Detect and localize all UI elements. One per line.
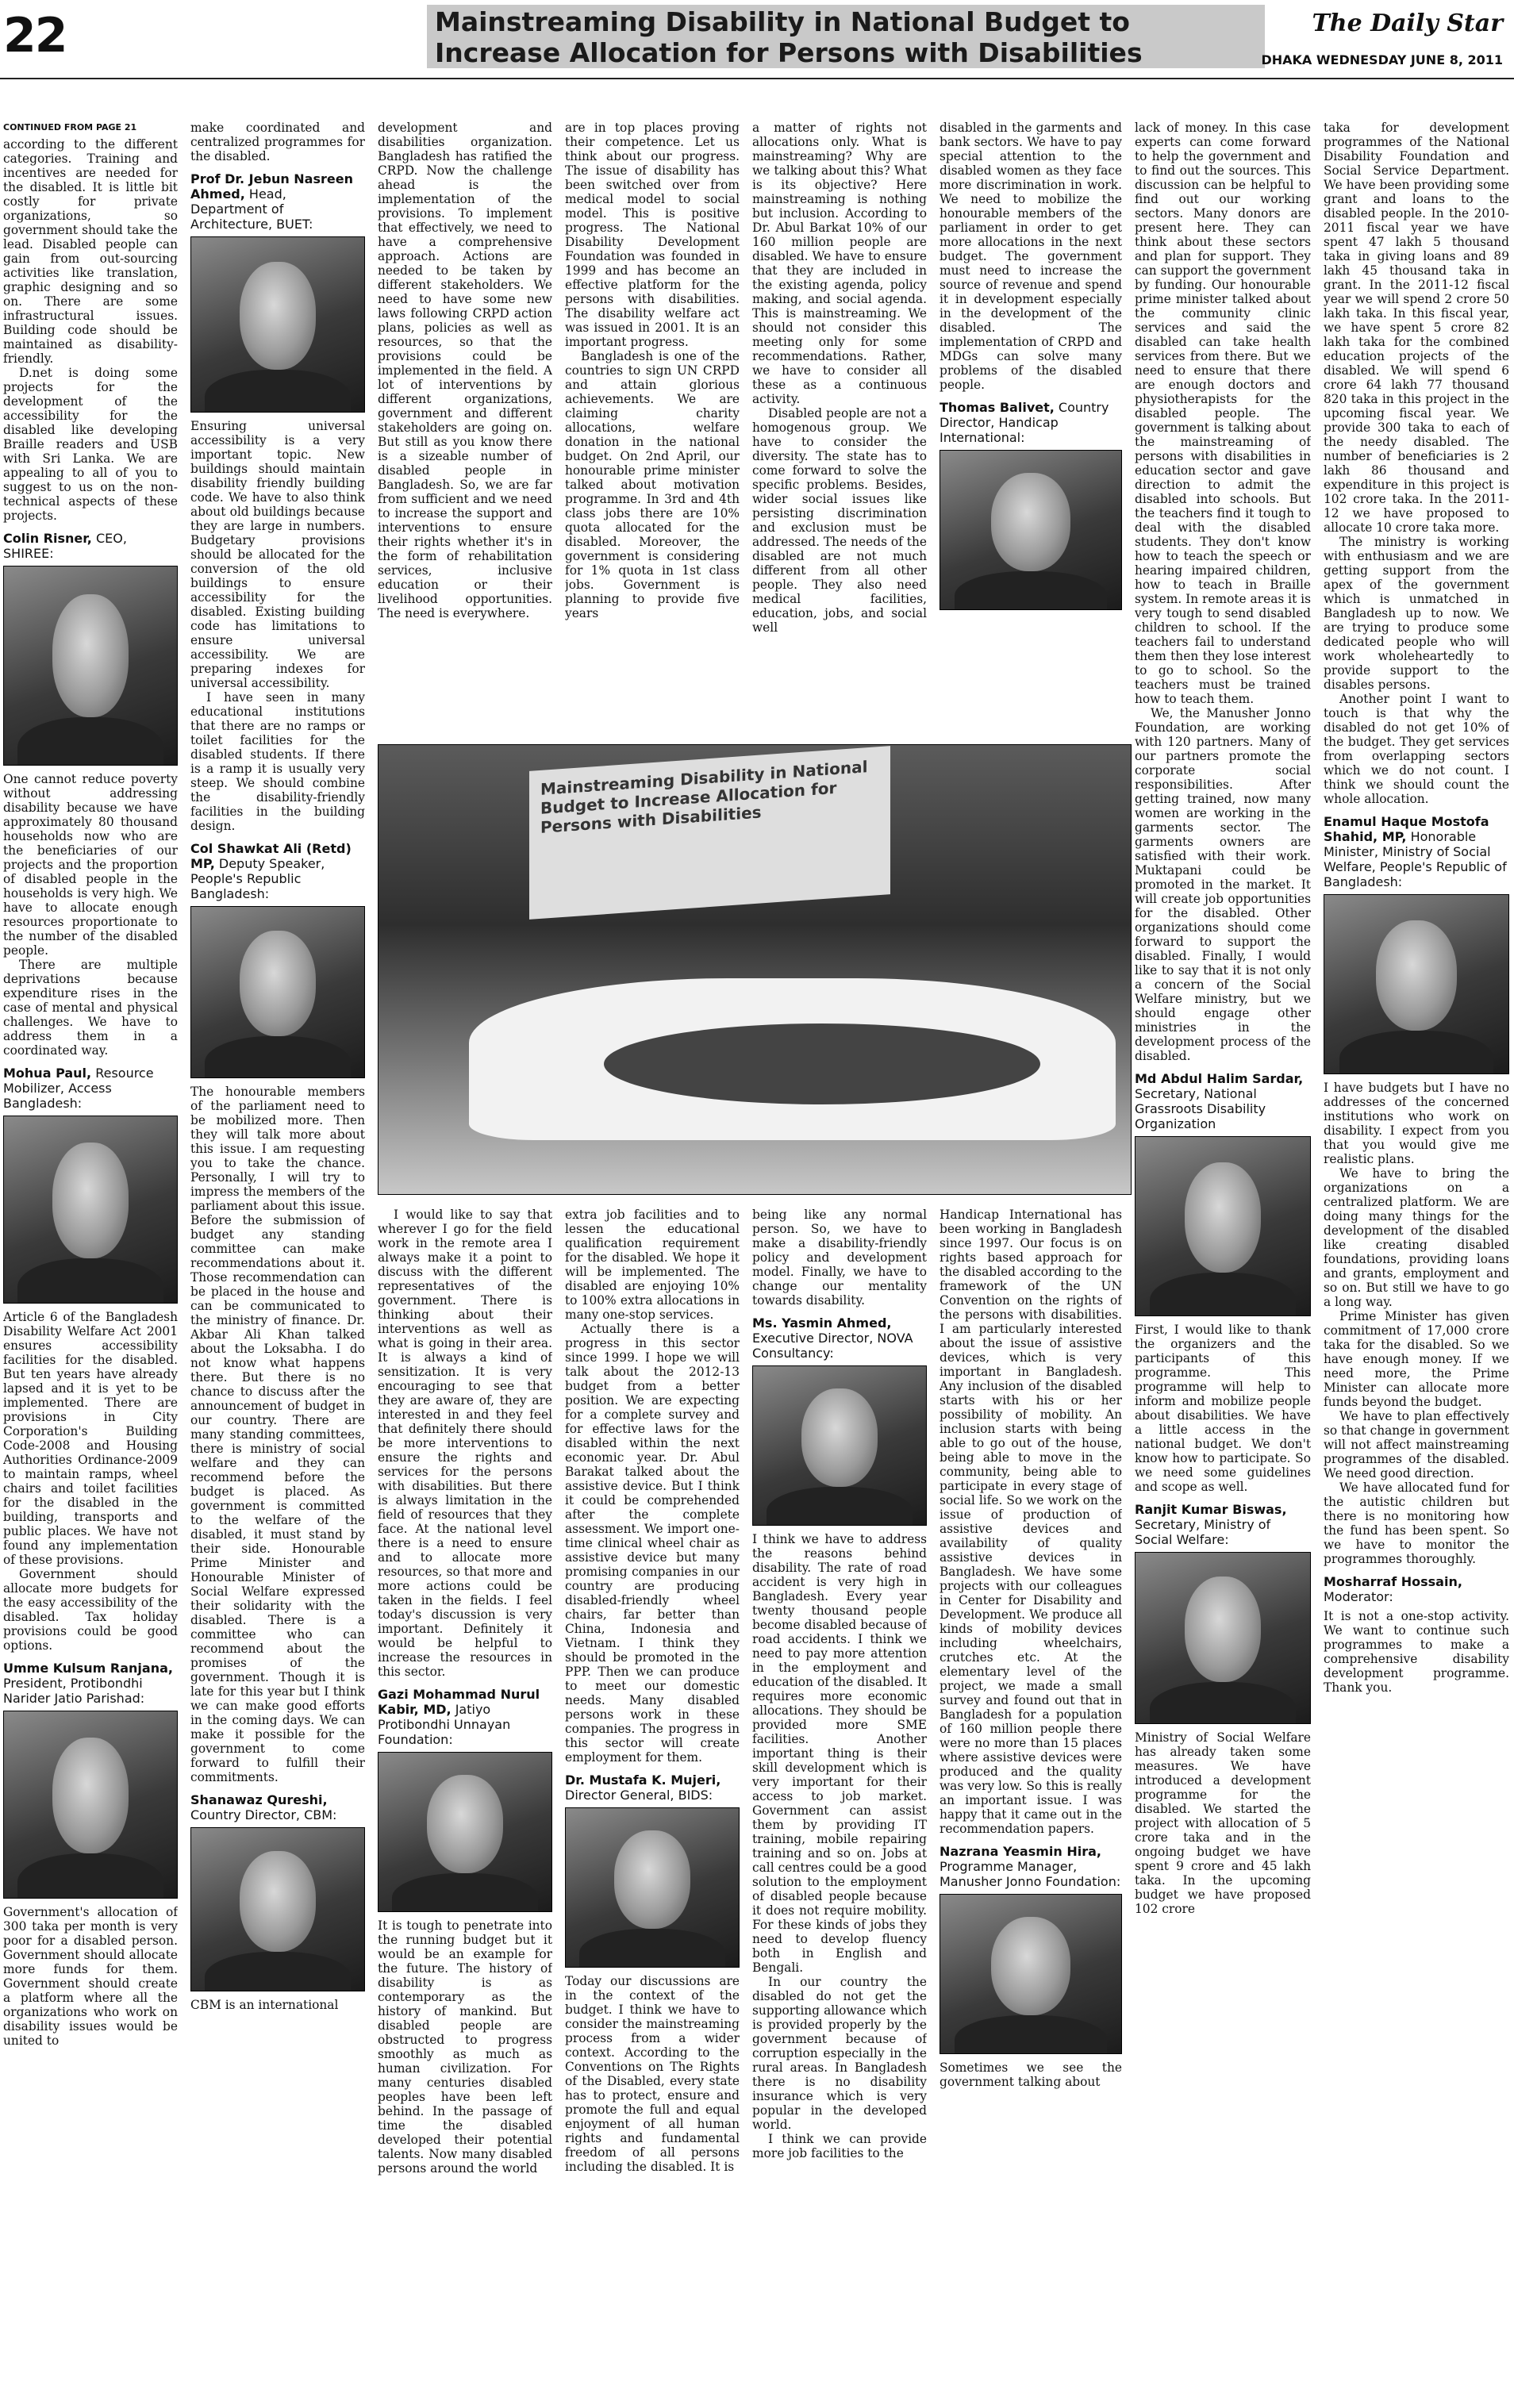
paragraph: taka for development programmes of the National Disability Foundation and Social Service Department. We have been providing some grant and loans to the disabled people. In the 2010-2011 fiscal year we have spent 47 lakh 5 thousand taka in giving loans and 89 lakh 45 thousand taka in grant. In the 2011-12 fiscal year we will spend 2 crore 50 lakh taka. In this fiscal year, we have spent 5 crore 82 lakh taka for the combined education projects of the disabled. We will spend 6 crore 64 lakh 77 thousand 820 taka in this project in the upcoming fiscal year. We provide 300 taka to each of the needy disabled. The number of beneficiaries is 2 lakh 86 thousand and expenditure in this project is 102 crore taka. In the 2011-12 we have proposed to allocate 10 crore taka more. [1324, 121, 1509, 535]
paragraph: We have to plan effectively so that change in government will not affect mainstreaming programmes of the disabled. We need good direction. [1324, 1409, 1509, 1481]
paragraph: Bangladesh is one of the countries to sign UN CRPD and attain glorious achievements. We are claiming charity allocations, welfare donation in the national budget. On 2nd April, our honourable prime minister talked about motivation programme. In 3rd and 4th class jobs there are 10% quota allocated for the disabled. Moreover, the government is considering for 1% quota in 1st class jobs. Government is planning to provide five years [565, 349, 740, 620]
paragraph: Prime Minister has given commitment of 17,000 crore taka for the disabled. So we have enough money. If we need more, the Prime Minister can allocate more funds beyond the budget. [1324, 1309, 1509, 1409]
speaker-name: Shanawaz Qureshi, [190, 1792, 328, 1807]
paragraph: Government should allocate more budgets for the easy accessibility of the disabled. Tax holiday provisions could be good options. [3, 1567, 178, 1653]
paragraph: I think we can provide more job facilities to the [752, 2132, 927, 2160]
speaker-name: Mohua Paul, [3, 1066, 92, 1081]
masthead-logo: The Daily Star [1312, 10, 1503, 37]
column-6-bottom [940, 1208, 1122, 2404]
speaker-photo [1135, 1552, 1311, 1724]
speaker-heading [3, 1066, 178, 1111]
column-7 [1135, 121, 1311, 2404]
paragraph: We have allocated fund for the autistic children but there is no monitoring how the fund has been spent. So we have to monitor the programmes thoroughly. [1324, 1481, 1509, 1566]
paragraph: The honourable members of the parliament need to be mobilized more. Then they will talk more about this issue. I am requesting you to take the chance. Personally, I will try to impress the members of the parliament about this issue. Before the submission of budget any standing committee can make recommendations about it. Those recommendation can be placed in the house and can be communicated to the ministry of finance. Dr. Akbar Ali Khan talked about the Loksabha. I do not know what happens there. But there is no chance to discuss after the announcement of budget in our country. There are many standing committees, there is ministry of social welfare and they can recommend before the budget is placed. As government is committed to the welfare of the disabled, it must stand by their side. Honourable Prime Minister and Honourable Minister of Social Welfare expressed their solidarity with the disabled. There is a committee who can recommend about the promises of the government. Though it is late for this year but I think we can make good efforts in the coming days. We can make it possible for the government to come forward to fulfill their commitments. [190, 1085, 365, 1784]
column-1 [3, 121, 178, 2404]
paragraph: lack of money. In this case experts can come forward to help the government and to find out the sources. This discussion can be helpful to find out our working sectors. Many donors are present here. They can think about these sectors and plan for support. They can support the government by funding. Our honourable prime minister talked about the community clinic services and said the disabled can take health services from there. But we need to ensure that there are enough doctors and physiotherapists for the disabled people. The government is talking about the mainstreaming of persons with disabilities in education sector and gave direction to admit the disabled into schools. But the teachers find it tough to deal with the disabled students. They don't know how to teach the speech or hearing impaired children, how to teach in Braille system. In remote areas it is very tough to send disabled children to school. If the teachers fail to understand them then they lose interest to go to school. So the teachers must be trained how to teach them. [1135, 121, 1311, 706]
paragraph: We have to bring the organizations on a centralized platform. We are doing many things for the development of the disabled like creating disabled foundations, providing loans and grants, employment and so on. But still we have to go a long way. [1324, 1166, 1509, 1309]
paragraph: I have seen in many educational institutions that there are no ramps or toilet facilities for the disabled students. If there is a ramp it is usually very steep. We should combine the disability-friendly facilities in the building design. [190, 690, 365, 833]
speaker-title: President, Protibondhi Narider Jatio Parishad: [3, 1676, 145, 1706]
speaker-heading [940, 400, 1122, 445]
paragraph: D.net is doing some projects for the development of the accessibility for the disabled like developing Braille readers and USB with Sri Lanka. We are appealing to all of you to suggest to us on the non-technical aspects of these projects. [3, 366, 178, 523]
paragraph: We, the Manusher Jonno Foundation, are working with 120 partners. Many of our partners promote the corporate social responsibilities. After getting trained, now many women are working in the garments sector. The garments owners are satisfied with their work. Muktapani could be promoted in the market. It will create job opportunities for the disabled. Other organizations should come forward to support the disabled. Finally, I would like to say that it is not only a concern of the Social Welfare ministry, but we should engage other ministries in the development process of the disabled. [1135, 706, 1311, 1063]
paragraph: development and disabilities organization. Bangladesh has ratified the CRPD. Now the challenge ahead is the implementation of the provisions. To implement that effectively, we need to have a comprehensive approach. Actions are needed to be taken by different stakeholders. We need to have some new laws following CRPD action plans, policies as well as resources, so that the provisions could be implemented in the field. A lot of interventions by different organizations, government and different stakeholders are going on. But still as you know there is a sizeable number of disabled people in Bangladesh. So, we are far from sufficient and we need to increase the support and interventions to ensure their rights whether it's in the form of rehabilitation services, inclusive education or their livelihood opportunities. The need is everywhere. [378, 121, 552, 620]
speaker-photo [940, 450, 1122, 610]
speaker-heading [1135, 1502, 1311, 1547]
speaker-title: Secretary, National Grassroots Disability Organization [1135, 1086, 1266, 1131]
speaker-photo [3, 566, 178, 766]
headline-line2: Increase Allocation for Persons with Disabilities [435, 37, 1143, 68]
speaker-title: Secretary, Ministry of Social Welfare: [1135, 1517, 1271, 1547]
paragraph: There are multiple deprivations because expenditure rises in the case of mental and physical challenges. We have to address them in a coordinated way. [3, 958, 178, 1058]
speaker-name: Nazrana Yeasmin Hira, [940, 1844, 1101, 1859]
continued-label: CONTINUED FROM PAGE 21 [3, 122, 137, 132]
speaker-photo [940, 1894, 1122, 2054]
header-rule [0, 78, 1514, 79]
paragraph: being like any normal person. So, we have to make a disability-friendly policy and development model. Finally, we have to change our mentality towards disability. [752, 1208, 927, 1308]
page-header [0, 0, 1514, 78]
paragraph: disabled in the garments and bank sectors. We have to pay special attention to the disabled women as they face more discrimination in work. We need to mobilize the honourable members of the parliament in order to get more allocations in the next budget. The government must need to increase the source of revenue and spend it in development especially in the development of the disabled. The implementation of CRPD and MDGs can solve many problems of the disabled people. [940, 121, 1122, 392]
paragraph: I think we have to address the reasons behind disability. The rate of road accident is very high in Bangladesh. Every year twenty thousand people become disabled because of road accidents. I think we need to pay more attention in the employment and education of the disabled. It requires more economic allocations. They should be provided more SME facilities. Another important thing is their skill development which is very important for their access to job market. Government can assist them by providing IT training, mobile repairing training and so on. Jobs at call centres could be a good solution to the employment of disabled people because it does not require mobility. For these kinds of jobs they need to develop fluency both in English and Bengali. [752, 1532, 927, 1975]
speaker-heading [940, 1844, 1122, 1889]
speaker-photo [3, 1711, 178, 1899]
paragraph: The ministry is working with enthusiasm and we are getting support from the apex of the government which is unmatched in Bangladesh up to now. We are trying to produce some dedicated people who will work wholeheartedly to provide support to the disables persons. [1324, 535, 1509, 692]
speaker-heading [1324, 814, 1509, 889]
speaker-name: Thomas Balivet, [940, 400, 1055, 415]
column-3-top [378, 121, 552, 739]
headline [435, 6, 1260, 68]
paragraph: Today our discussions are in the context of the budget. I think we have to consider the mainstreaming process from a wider context. According to the Conventions on The Rights of the Disabled, every state has to protect, ensure and promote the full and equal enjoyment of all human rights and fundamental freedom of all persons including the disabled. It is [565, 1974, 740, 2174]
speaker-name: Ranjit Kumar Biswas, [1135, 1502, 1287, 1517]
speaker-title: Resource Mobilizer, Access Bangladesh: [3, 1066, 154, 1111]
speaker-name: Prof Dr. Jebun Nasreen Ahmed, [190, 171, 353, 202]
speaker-heading [190, 1792, 365, 1822]
paragraph: Ministry of Social Welfare has already taken some measures. We have introduced a development programme for the disabled. We started the project with allocation of 5 crore taka and in the ongoing budget we have spent 9 crore and 45 lakh taka. In the upcoming budget we have proposed 102 crore [1135, 1730, 1311, 1916]
speaker-photo [378, 1752, 552, 1912]
paragraph: First, I would like to thank the organizers and the participants of this programme. This programme will help to inform and mobilize people about disabilities. We have a little access in the national budget. We don't know how to participate. So we need some guidelines and scope as well. [1135, 1323, 1311, 1494]
speaker-name: Mosharraf Hossain, [1324, 1574, 1462, 1589]
paragraph: In our country the disabled do not get the supporting allowance which is provided properly by the government because of corruption especially in the rural areas. In Bangladesh there is no disability insurance which is very popular in the developed world. [752, 1975, 927, 2132]
speaker-title: Country Director, CBM: [190, 1807, 337, 1822]
column-2 [190, 121, 365, 2404]
column-4-bottom [565, 1208, 740, 2404]
speaker-photo [190, 236, 365, 413]
paragraph: Disabled people are not a homogenous group. We have to consider the diversity. The state has to come forward to solve the specific problems. Besides, wider social issues like persisting discrimination and exclusion must be addressed. The needs of the disabled are not much different from all other people. They also need medical facilities, education, jobs, and social well [752, 406, 927, 635]
paragraph: Ensuring universal accessibility is a very important topic. New buildings should maintain disability friendly building code. We have to also think about old buildings because they are large in numbers. Budgetary provisions should be allocated for the conversion of the old buildings to ensure accessibility for the disabled. Existing building code has limitations to ensure universal accessibility. We are preparing indexes for universal accessibility. [190, 419, 365, 690]
roundtable-photo [378, 744, 1132, 1195]
paragraph: CBM is an international [190, 1998, 339, 2012]
headline-line1: Mainstreaming Disability in National Budget to [435, 6, 1130, 37]
paragraph: Government's allocation of 300 taka per month is very poor for a disabled person. Government should allocate more funds for them. Government should create a platform where all the organizations who work on disability issues would be united to [3, 1905, 178, 2048]
speaker-name: Colin Risner, [3, 531, 92, 546]
speaker-name: Gazi Mohammad Nurul Kabir, MD, [378, 1687, 540, 1717]
photo-banner [529, 746, 890, 920]
speaker-photo [190, 1827, 365, 1991]
speaker-title: CEO, SHIREE: [3, 531, 127, 561]
paragraph: One cannot reduce poverty without addressing disability because we have approximately 80 thousand households now who are the beneficiaries of our projects and the proportion of disabled people in the households is very high. We have to allocate enough resources proportionate to the number of the disabled people. [3, 772, 178, 958]
column-6-top [940, 121, 1122, 739]
paragraph: Handicap International has been working in Bangladesh since 1997. Our focus is on rights based approach for the disabled according to the framework of the UN Convention on the rights of the persons with disabilities. I am particularly interested about the issue of assistive devices, which is very important in Bangladesh. Any inclusion of the disabled starts with his or her possibility of mobility. An inclusion starts with being able to go out of the house, being able to move in the community, being able to participate in every stage of social life. So we work on the issue of production of assistive devices and availability of quality assistive devices in Bangladesh. We have some projects with our colleagues in Center for Disability and Development. We produce all kinds of mobility devices including wheelchairs, crutches etc. At the elementary level of the project, we made a small survey and found out that in Bangladesh for a population of 160 million people there were no more than 15 places where assistive devices were produced and the quality was very low. So this is really an important issue. I was happy that it came out in the recommendation papers. [940, 1208, 1122, 1836]
paragraph: I would like to say that wherever I go for the field work in the remote area I always make it a point to discuss with the different representatives of the government. There is thinking about their interventions as well as what is going in their area. It is always a kind of sensitization. It is very encouraging to see that they are aware of, they are interested in and they feel that definitely there should be more interventions to ensure the rights and services for the persons with disabilities. But there is always limitation in the field of resources that they face. At the national level there is a need to ensure and to allocate more resources, so that more and more actions could be taken in the fields. I feel today's discussion is very important. Definitely it would be helpful to increase the resources in this sector. [378, 1208, 552, 1679]
paragraph: extra job facilities and to lessen the educational qualification requirement for the disabled. We hope it will be implemented. The disabled are enjoying 10% to 100% extra allocations in many one-stop services. [565, 1208, 740, 1322]
speaker-heading [565, 1772, 740, 1803]
speaker-heading [1135, 1071, 1311, 1131]
speaker-name: Umme Kulsum Ranjana, [3, 1661, 173, 1676]
speaker-photo [752, 1365, 927, 1526]
paragraph: according to the different categories. Training and incentives are needed for the disabled. It is little bit costly for private organizations, so government should take the lead. Disabled people can gain from out-sourcing activities like translation, graphic designing and so on. There are some infrastructural issues. Building code should be maintained as disability-friendly. [3, 137, 178, 366]
paragraph: Actually there is a progress in this sector since 1999. I hope we will talk about the 2012-13 budget from a better position. We are expecting for a complete survey and for effective laws for the disabled within the next economic year. Dr. Abul Barakat talked about the assistive device. But I think it could be comprehended after the complete assessment. We import one-time clinical wheel chair as assistive device but many promising companies in our country are producing disabled-friendly wheel chairs, far better than China, Indonesia and Vietnam. I think they should be promoted in the PPP. Then we can produce to meet our domestic needs. Many disabled persons work in these companies. The progress in this sector will create employment for them. [565, 1322, 740, 1765]
column-8 [1324, 121, 1509, 2404]
speaker-title: Executive Director, NOVA Consultancy: [752, 1331, 913, 1361]
speaker-title: Moderator: [1324, 1589, 1393, 1604]
paragraph: Sometimes we see the government talking about [940, 2060, 1122, 2089]
speaker-heading [752, 1315, 927, 1361]
column-5-bottom [752, 1208, 927, 2404]
speaker-title: Programme Manager, Manusher Jonno Foundation: [940, 1859, 1121, 1889]
speaker-title: Deputy Speaker, People's Republic Bangladesh: [190, 856, 325, 901]
speaker-heading [3, 1661, 178, 1706]
speaker-heading [378, 1687, 552, 1747]
speaker-photo [190, 906, 365, 1078]
speaker-title: Director General, BIDS: [565, 1788, 713, 1803]
speaker-heading [190, 171, 365, 232]
speaker-title: Head, Department of Architecture, BUET: [190, 186, 313, 232]
speaker-title: Country Director, Handicap International: [940, 400, 1109, 445]
paragraph: It is not a one-stop activity. We want to continue such programmes to make a comprehensive disability development programme. Thank you. [1324, 1609, 1509, 1695]
speaker-photo [1135, 1136, 1311, 1316]
paragraph: a matter of rights not allocations only. What is mainstreaming? Why are we talking about this? What is its objective? Here mainstreaming is nothing but inclusion. According to Dr. Abul Barkat 10% of our 160 million people are disabled. We have to ensure that they are included in the existing agenda, policy making, and social agenda. This is mainstreaming. We should not consider this meeting only for some recommendations. Rather, we have to consider all these as a continuous activity. [752, 121, 927, 406]
paragraph: It is tough to penetrate into the running budget but it would be an example for the future. The history of disability is as contemporary as the history of mankind. But disabled people are obstructed to progress smoothly as much as human civilization. For many centuries disabled peoples have been left behind. In the passage of time the disabled developed their potential talents. Now many disabled persons around the world [378, 1918, 552, 2176]
speaker-heading [3, 531, 178, 561]
paragraph: I have budgets but I have no addresses of the concerned institutions who work on disability. I expect from you that you would give me realistic plans. [1324, 1081, 1509, 1166]
column-3-bottom [378, 1208, 552, 2404]
speaker-title: Jatiyo Protibondhi Unnayan Foundation: [378, 1702, 511, 1747]
paragraph: are in top places proving their competence. Let us think about our progress. The issue of disability has been switched over from medical model to social model. This is positive progress. The National Disability Development Foundation was founded in 1999 and has become an effective platform for the persons with disabilities. The disability welfare act was issued in 2001. It is an important progress. [565, 121, 740, 349]
speaker-name: Ms. Yasmin Ahmed, [752, 1315, 892, 1331]
speaker-name: Col Shawkat Ali (Retd) MP, [190, 841, 352, 871]
speaker-photo [3, 1116, 178, 1304]
paragraph: Article 6 of the Bangladesh Disability Welfare Act 2001 ensures accessibility facilities for the disabled. But ten years have already lapsed and it is yet to be implemented. There are provisions in City Corporation's Building Code-2008 and Housing Authorities Ordinance-2009 to maintain ramps, wheel chairs and toilet facilities for the disabled in the building, transports and public places. We have not found any implementation of these provisions. [3, 1310, 178, 1567]
photo-banner-text: Mainstreaming Disability in National Budget to Increase Allocation for Persons with Disabilities [540, 757, 868, 837]
speaker-photo [565, 1807, 740, 1968]
speaker-name: Enamul Haque Mostofa Shahid, MP, [1324, 814, 1489, 844]
paragraph: make coordinated and centralized programmes for the disabled. [190, 121, 365, 163]
speaker-heading [1324, 1574, 1509, 1604]
dateline: DHAKA WEDNESDAY JUNE 8, 2011 [1261, 52, 1503, 67]
speaker-heading [190, 841, 365, 901]
column-4-top [565, 121, 740, 739]
speaker-title: Honorable Minister, Ministry of Social Welfare, People's Republic of Bangladesh: [1324, 829, 1507, 889]
page-number: 22 [3, 8, 67, 63]
speaker-name: Md Abdul Halim Sardar, [1135, 1071, 1304, 1086]
column-5-top [752, 121, 927, 739]
table-center [604, 1023, 1040, 1104]
paragraph: Another point I want to touch is that why the disabled do not get 10% of the budget. They get services from overlapping sectors which we do not count. I think we should count the whole allocation. [1324, 692, 1509, 806]
speaker-name: Dr. Mustafa K. Mujeri, [565, 1772, 721, 1788]
speaker-photo [1324, 894, 1509, 1074]
